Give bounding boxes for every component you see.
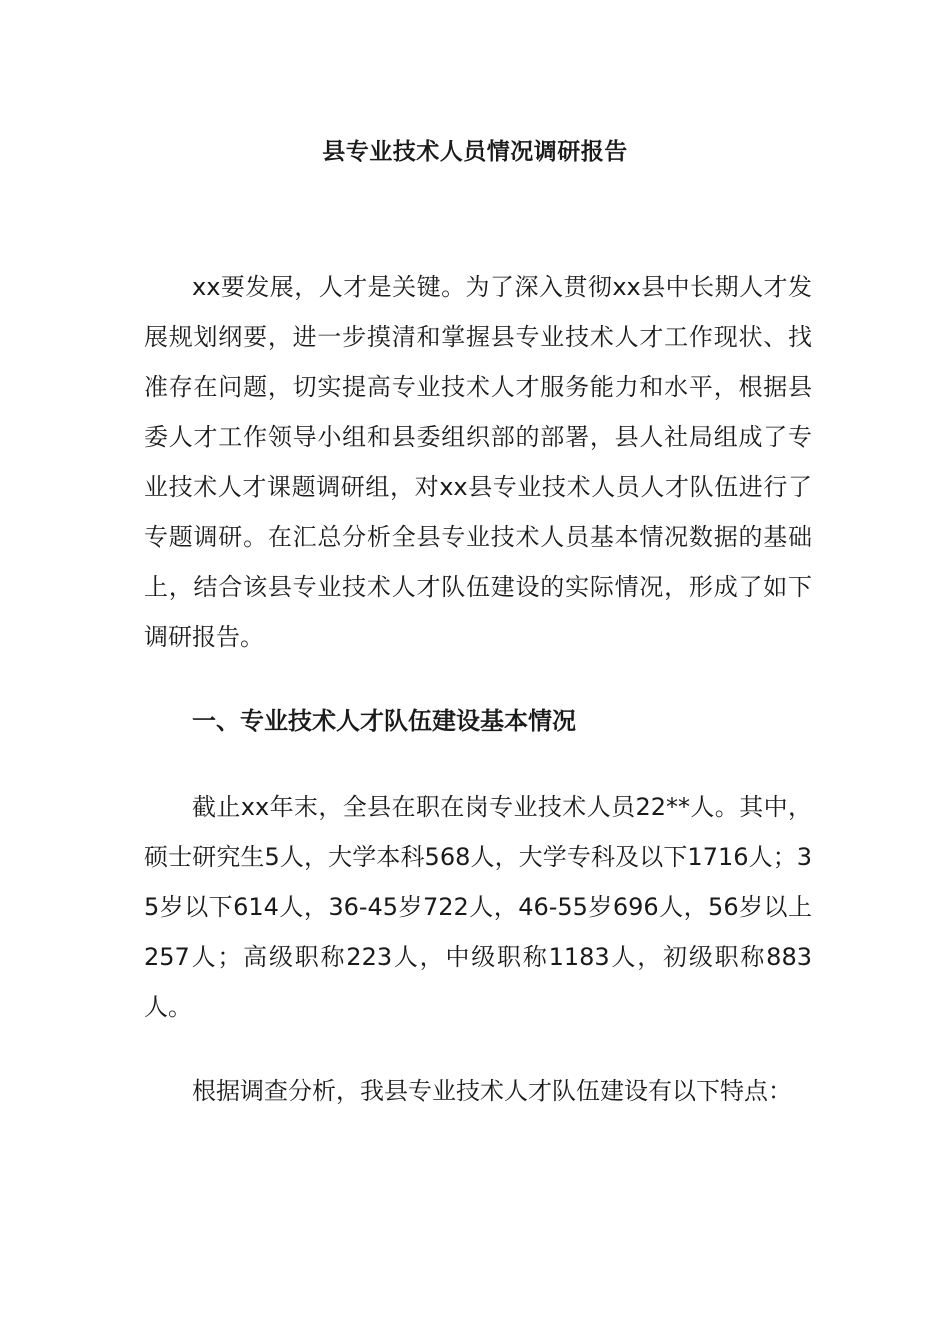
features-paragraph: 根据调查分析，我县专业技术人才队伍建设有以下特点： (192, 1077, 792, 1105)
stats-paragraph: 截止xx年末，全县在职在岗专业技术人员22**人。其中，硕士研究生5人，大学本科568人，大学专科及以下1716人；35岁以下614人，36-45岁722人，46-55岁696人，56岁以上257人；高级职称223人，中级职称1183人，初级职称883人。 (144, 793, 812, 1021)
stats-section (144, 782, 812, 1032)
section-1-heading: 一、专业技术人才队伍建设基本情况 (192, 707, 576, 735)
document-title: 县专业技术人员情况调研报告 (322, 139, 628, 165)
section-heading-block (144, 696, 812, 746)
intro-section (144, 262, 812, 662)
features-section (144, 1066, 812, 1116)
intro-paragraph: xx要发展，人才是关键。为了深入贯彻xx县中长期人才发展规划纲要，进一步摸清和掌握县专业技术人才工作现状、找准存在问题，切实提高专业技术人才服务能力和水平，根据县委人才工作领导小组和县委组织部的部署，县人社局组成了专业技术人才课题调研组，对xx县专业技术人员人才队伍进行了专题调研。在汇总分析全县专业技术人员基本情况数据的基础上，结合该县专业技术人才队伍建设的实际情况，形成了如下调研报告。 (144, 273, 812, 651)
